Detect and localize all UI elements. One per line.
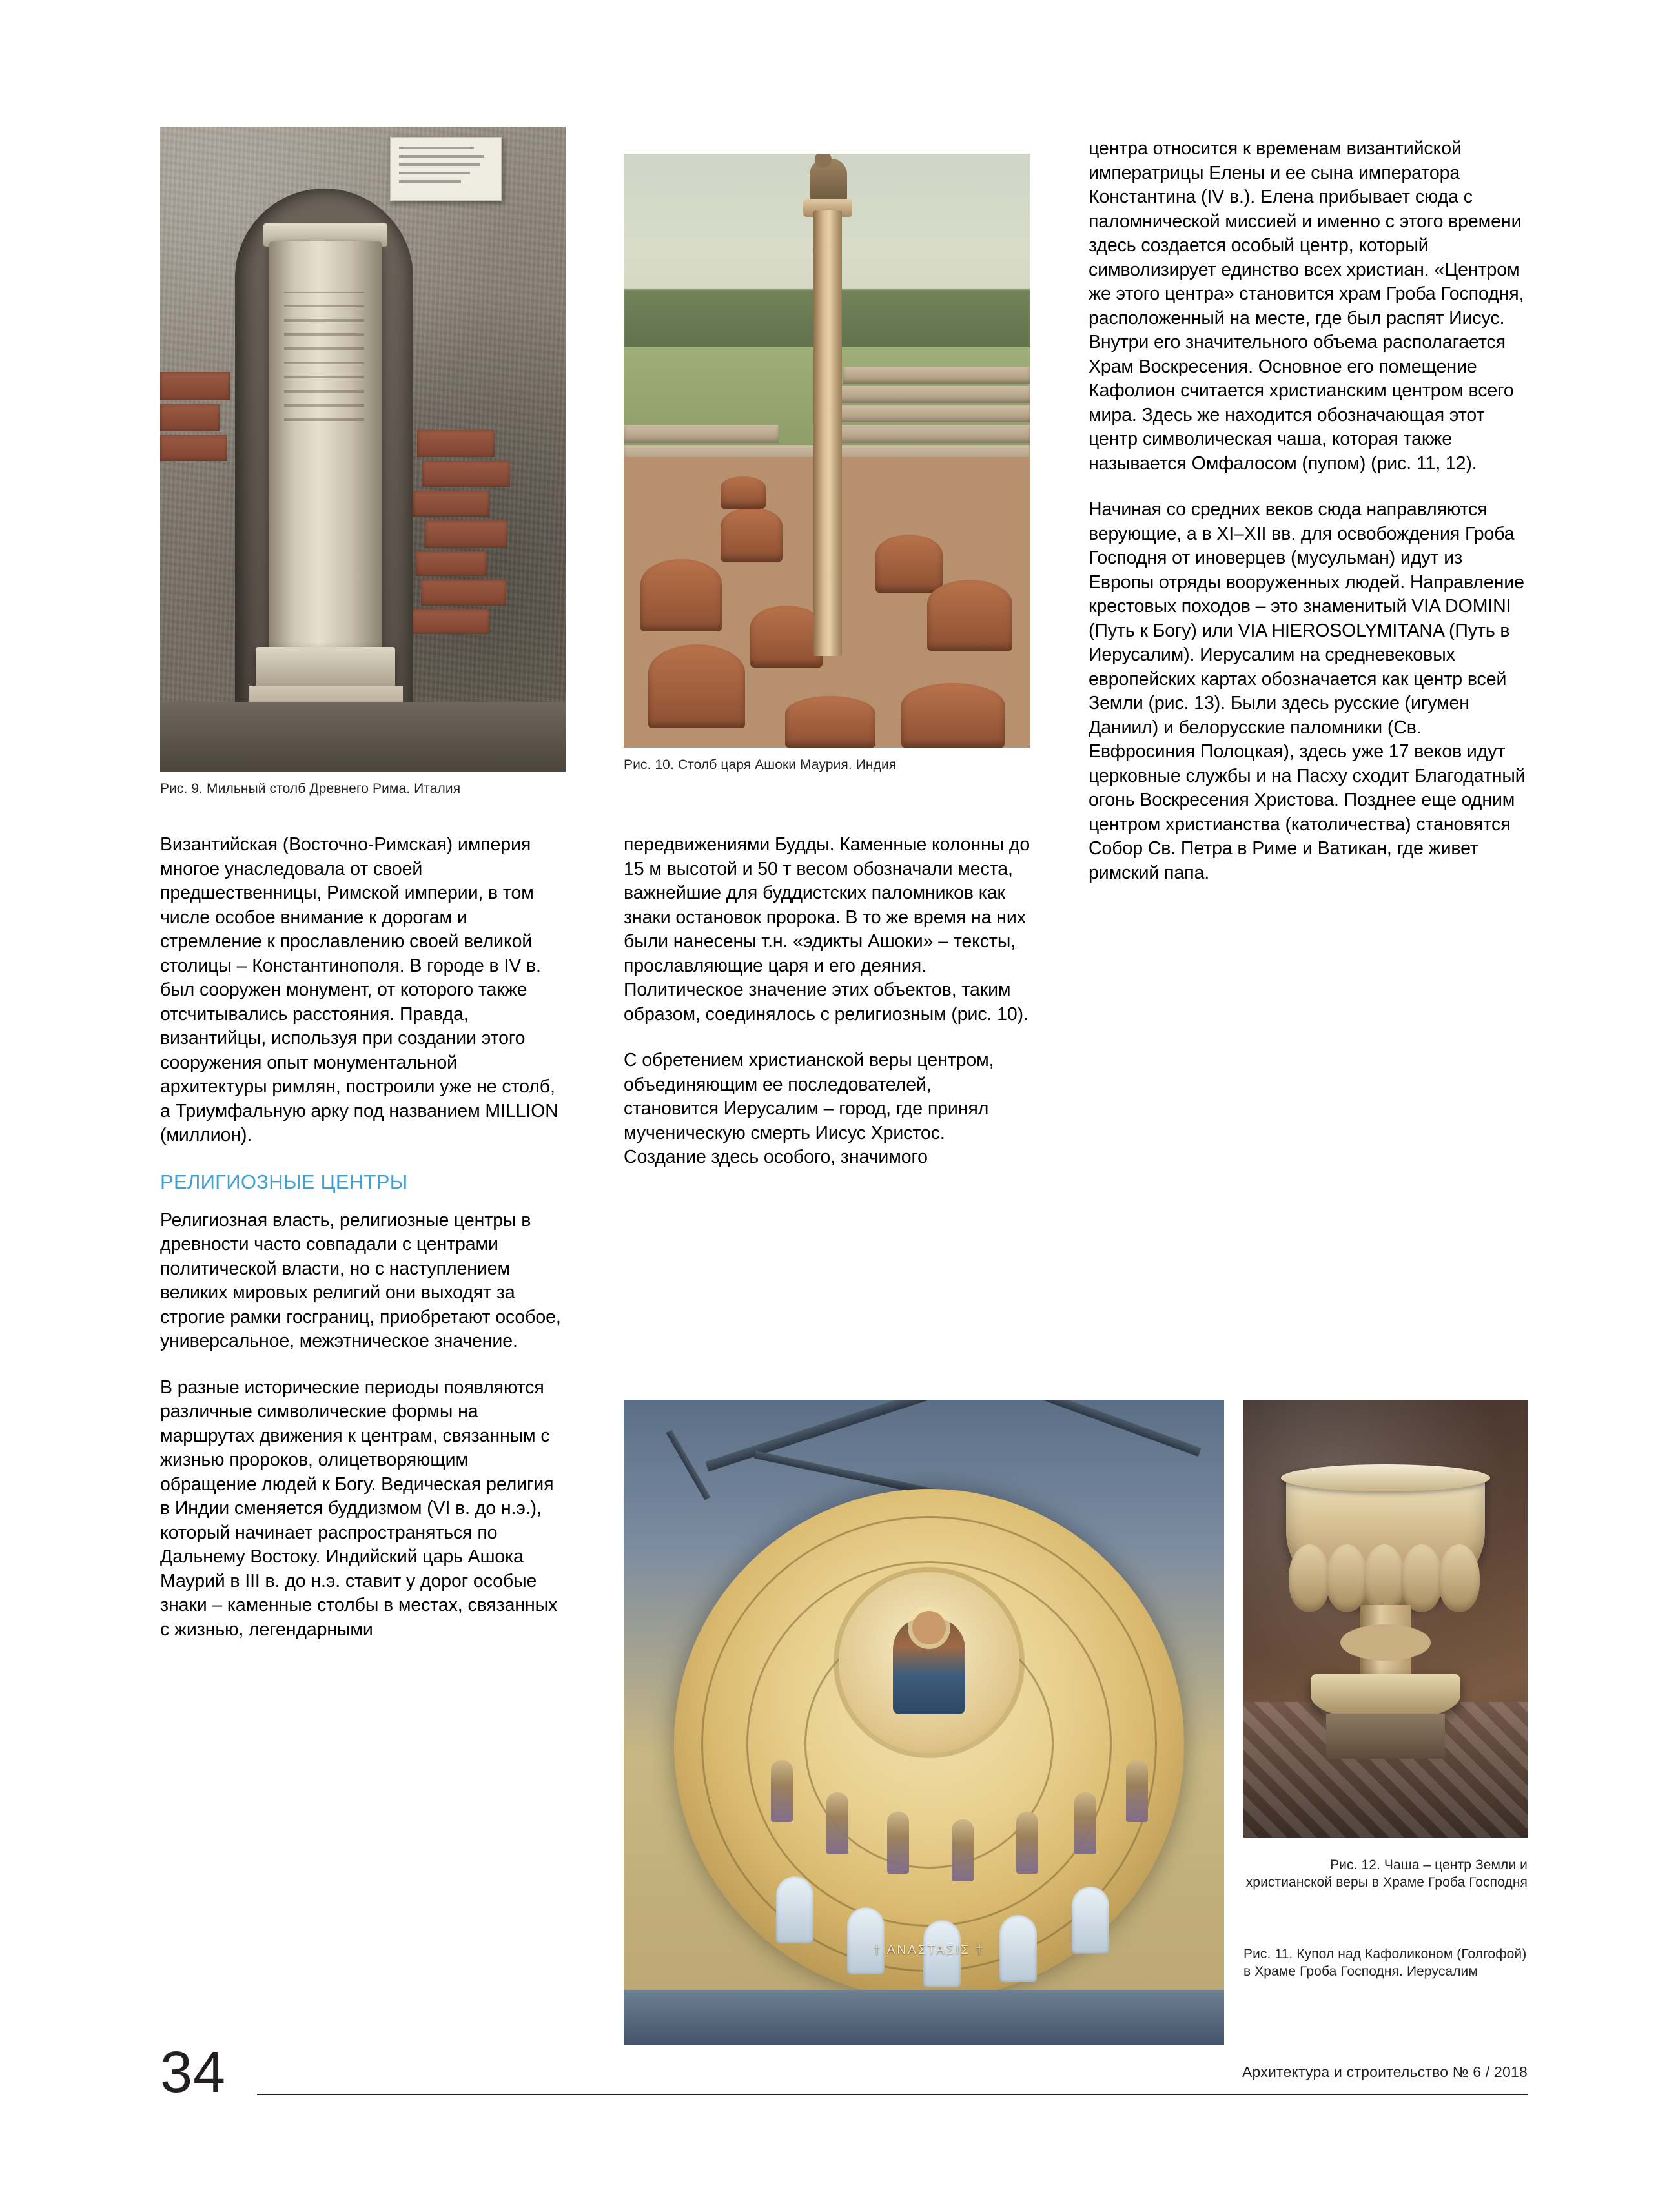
terrace-step [624, 425, 779, 443]
paragraph: В разные исторические периоды появляются различные символические формы на маршрутах движения к центрам, связанным с жизнью пророков, олицетворяющим обращение людей к Богу. Ведическая религия в Индии сменяется буддизмом (VI в. до н.э.), который начинает распространяться по Дальнему Востоку. Индийский царь Ашока Маурий в III в. до н.э. ставит у дорог особые знаки – каменные столбы в местах, связанных с жизнью, легендарными [160, 1377, 558, 1640]
saint-figure [952, 1819, 974, 1881]
brick [421, 580, 506, 606]
stupa-base [721, 476, 766, 509]
brick [422, 461, 510, 487]
figure-9-caption: Рис. 9. Мильный столб Древнего Рима. Италия [160, 781, 461, 796]
column-base [256, 647, 395, 690]
text-column-middle [624, 833, 1030, 1170]
saint-figure [1074, 1792, 1096, 1854]
paragraph: С обретением христианской веры центром, объединяющим ее последователей, становится Иерусалим – город, где принял мученическую смерть Иисус Христос. Создание здесь особого, значимого [624, 1050, 994, 1167]
saint-figure [1126, 1760, 1148, 1822]
figure-11-image [624, 1400, 1224, 2045]
stupa-base [875, 535, 943, 593]
stupa-base [640, 559, 722, 631]
figure-10 [624, 154, 1030, 773]
drum-window [847, 1907, 885, 1974]
brick [416, 551, 487, 576]
paragraph: передвижениями Будды. Каменные колонны до 15 м высотой и 50 т весом обозначали места, важнейшие для буддистских паломников как знаки остановок пророка. В то же время на них были нанесены т.н. «эдикты Ашоки» – тексты, прославляющие царя и его деяния. Политическое значение этих объектов, таким образом, соединялось с религиозным (рис. 10). [624, 834, 1030, 1025]
brick [417, 430, 495, 457]
footer-journal-info: Архитектура и строительство № 6 / 2018 [1242, 2064, 1528, 2080]
paragraph: центра относится к временам византийской императрицы Елены и ее сына императора Константина (IV в.). Елена прибывает сюда с паломнической миссией и именно с этого времени здесь создается особый центр, который символизирует единство всех христиан. «Центром же этого центра» становится храм Гроба Господня, расположенный на месте, где был распят Иисус. Внутри его значительного объема располагается Храм Воскресения. Основное его помещение Кафолион считается христианским центром всего мира. Здесь же находится обозначающая этот центр символическая чаша, которая также называется Омфалосом (пупом) (рис. 11, 12). [1089, 138, 1524, 474]
figure-11-caption-block [1243, 1937, 1528, 1980]
brick [160, 404, 220, 431]
paragraph: Религиозная власть, религиозные центры в древности часто совпадали с центрами политической власти, но с наступлением великих мировых религий они выходят за строгие рамки госграниц, приобретают особое, универсальное, межэтническое значение. [160, 1209, 561, 1351]
stupa-base [785, 696, 875, 748]
bowl-petal [1289, 1544, 1330, 1612]
text-column-right [1089, 137, 1528, 885]
figure-12-caption: Рис. 12. Чаша – центр Земли и христианской веры в Храме Гроба Господня [1245, 1858, 1528, 1890]
chalice-knot [1340, 1624, 1431, 1661]
figure-12-caption-block [1243, 1848, 1528, 1891]
wall-plaque [390, 137, 502, 201]
saint-figure [1016, 1812, 1038, 1874]
chalice-pedestal [1326, 1714, 1445, 1759]
figure-9-image [160, 127, 566, 772]
figure-10-caption: Рис. 10. Столб царя Ашоки Маурия. Индия [624, 757, 897, 772]
terrace-step [843, 367, 1030, 384]
brick [412, 609, 489, 634]
bowl-petal [1401, 1544, 1442, 1612]
paragraph: Византийская (Восточно-Римская) империя многое унаследовала от своей предшественницы, Римской империи, в том числе особое внимание к дорогам и стремление к прославлению своей великой столицы – Константинополя. В городе в IV в. был сооружен монумент, от которого также отсчитывались расстояния. Правда, византийцы, используя при создании этого сооружения опыт монументальной архитектуры римлян, построили уже не столб, а Триумфальную арку под названием MILLION (миллион). [160, 834, 558, 1145]
christ-figure [893, 1617, 965, 1714]
drum-window [776, 1876, 813, 1943]
figure-11 [624, 1400, 1224, 2045]
lion-capital [810, 159, 847, 201]
stupa-base [927, 580, 1012, 651]
chalice-bowl [1286, 1472, 1485, 1609]
paragraph: Начиная со средних веков сюда направляются верующие, а в XI–XII вв. для освобождения Гроба Господня от иноверцев (мусульман) идут из Европы отряды вооруженных людей. Направление крестовых походов – это знаменитый VIA DOMINI (Путь к Богу) или VIA HIEROSOLYMITANA (Путь в Иерусалим). Иерусалим на средневековых европейских картах обозначается как центр всей Земли (рис. 13). Были здесь русские (игумен Даниил) и белорусские паломники (Св. Евфросиния Полоцкая), здесь уже 17 веков идут церковные службы и на Пасху сходит Благодатный огонь Воскресения Христова. Позднее еще одним центром христианства (католичества) становятся Собор Св. Петра в Риме и Ватикан, где живет римский папа. [1089, 499, 1526, 883]
stupa-base [750, 606, 823, 668]
figure-11-caption: Рис. 11. Купол над Кафоликоном (Голгофой) в Храме Гроба Господня. Иерусалим [1243, 1947, 1527, 1979]
figure-9 [160, 127, 566, 797]
figure-12 [1243, 1400, 1528, 1838]
saint-figure [887, 1812, 909, 1874]
dome-inscription: † ΑΝΑΣΤΑΣΙΣ † [873, 1943, 985, 1957]
chalice-rim [1281, 1464, 1490, 1491]
milestone-column-shaft [269, 241, 382, 653]
terrace-step [837, 386, 1030, 403]
saint-figure [826, 1792, 848, 1854]
bowl-petal [1438, 1544, 1480, 1612]
stupa-base [648, 644, 745, 728]
page-number: 34 [160, 2040, 227, 2105]
ashoka-pillar-shaft [813, 210, 842, 656]
brick [413, 491, 489, 517]
footer-divider [257, 2094, 1528, 2095]
ground-shadow [160, 702, 566, 772]
dome-fresco [674, 1489, 1184, 1999]
lower-interior [624, 1990, 1224, 2045]
saint-figure [771, 1760, 793, 1822]
section-heading-religious-centers: РЕЛИГИОЗНЫЕ ЦЕНТРЫ [160, 1170, 408, 1193]
christ-pantocrator-medallion [839, 1572, 1019, 1753]
bowl-petal [1364, 1544, 1405, 1612]
bowl-petal [1326, 1544, 1367, 1612]
stupa-base [901, 683, 1005, 748]
figure-10-image [624, 154, 1030, 748]
terrace-step [824, 425, 1030, 443]
latin-inscription [284, 292, 364, 421]
brick [160, 435, 227, 461]
brick [425, 520, 507, 548]
text-column-left [160, 833, 566, 1642]
brick [160, 372, 230, 400]
figure-12-image [1243, 1400, 1528, 1838]
terrace-step [830, 405, 1030, 422]
stupa-base [721, 507, 783, 562]
